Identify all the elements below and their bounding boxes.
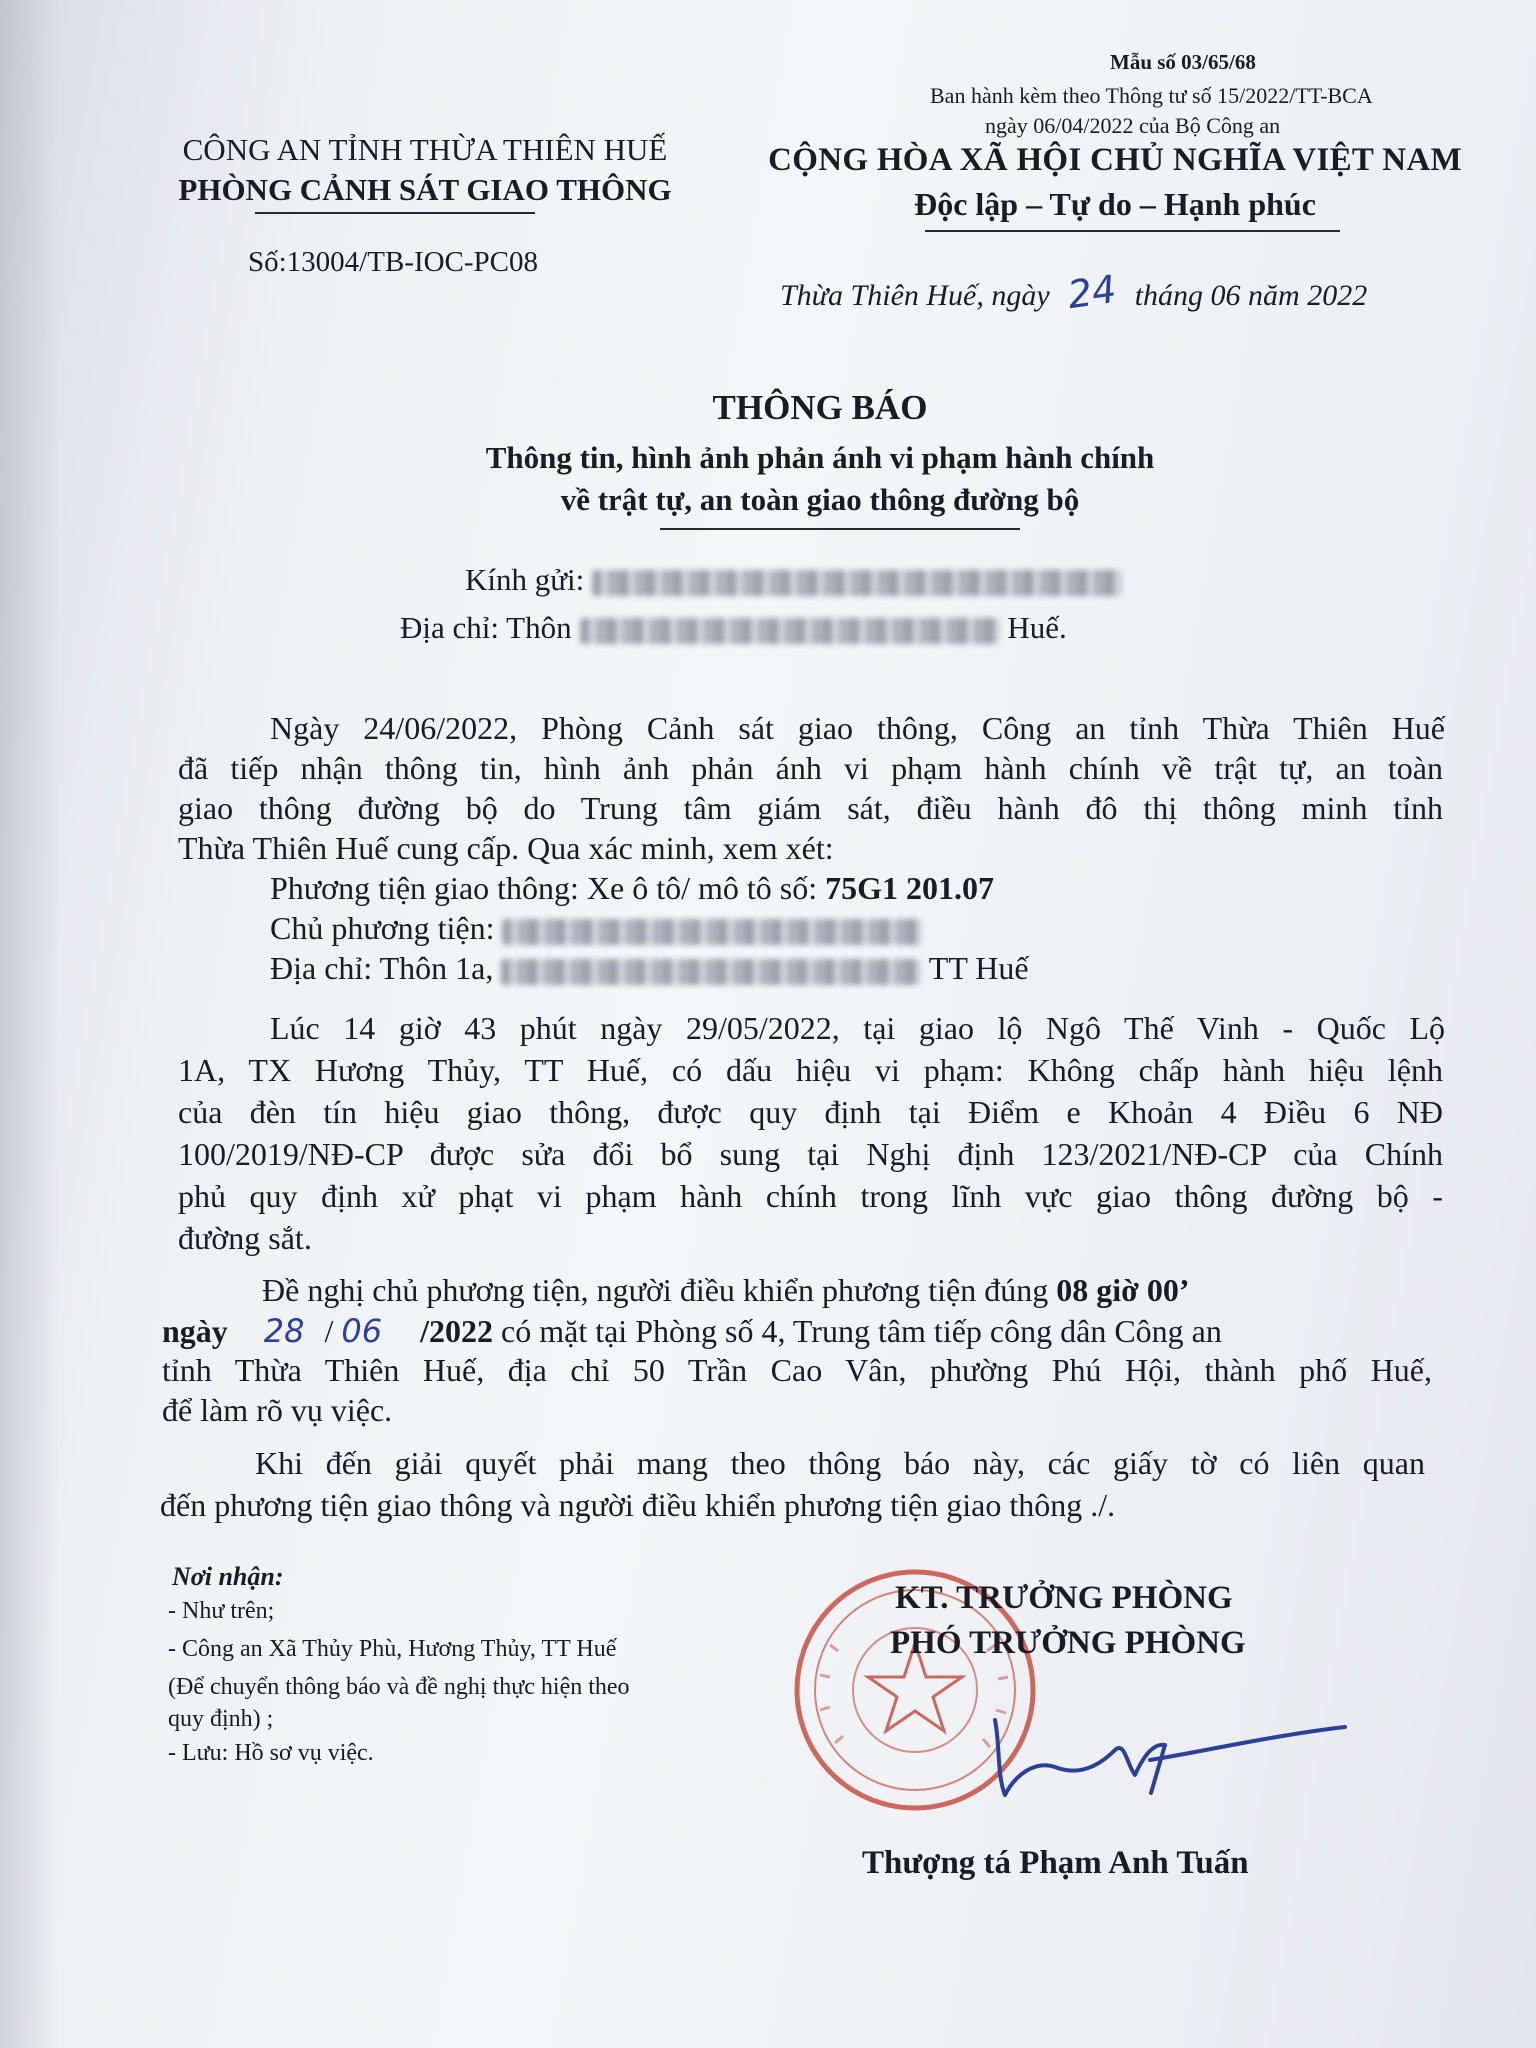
- nation-heading: CỘNG HÒA XÃ HỘI CHỦ NGHĨA VIỆT NAM: [768, 142, 1462, 178]
- p3-time: 08 giờ 00’: [1056, 1272, 1190, 1308]
- p3-line1: [262, 1272, 1190, 1309]
- notice-subtitle-2: về trật tự, an toàn giao thông đường bộ: [560, 482, 1080, 517]
- recipient-address-line: [400, 610, 1067, 646]
- recipients-heading: Nơi nhận:: [172, 1562, 284, 1591]
- p3-line2-rest: có mặt tại Phòng số 4, Trung tâm tiếp công dân Công an: [501, 1313, 1222, 1349]
- owner-line: [270, 910, 922, 947]
- owner-address-label: Địa chỉ: Thôn 1a,: [270, 950, 494, 986]
- date-day-handwritten: 24: [1065, 266, 1120, 318]
- owner-label: Chủ phương tiện:: [270, 910, 495, 946]
- p4-line2: đến phương tiện giao thông và người điều khiển phương tiện giao thông ./.: [160, 1487, 1116, 1523]
- subtitle-underline: [660, 528, 1020, 530]
- motto: Độc lập – Tự do – Hạnh phúc: [914, 186, 1316, 222]
- page-shadow: [0, 0, 60, 2048]
- recipient-item: (Để chuyển thông báo và đề nghị thực hiện theo: [168, 1674, 630, 1700]
- vehicle-line: [270, 870, 994, 907]
- p1-line: Thừa Thiên Huế cung cấp. Qua xác minh, xem xét:: [178, 830, 834, 866]
- address-end: Huế.: [1007, 610, 1067, 645]
- notice-subtitle-1: Thông tin, hình ảnh phản ánh vi phạm hành chính: [485, 440, 1155, 475]
- recipient-line: [465, 562, 1122, 598]
- redacted-owner-address: [501, 959, 921, 985]
- vehicle-label: Phương tiện giao thông: Xe ô tô/ mô tô số:: [270, 870, 818, 906]
- p3-line3: tỉnh Thừa Thiên Huế, địa chỉ 50 Trần Cao Vân, phường Phú Hội, thành phố Huế,: [162, 1352, 1432, 1388]
- agency-name: CÔNG AN TỈNH THỪA THIÊN HUẾ: [182, 132, 668, 167]
- p2-line: 1A, TX Hương Thủy, TT Huế, có dấu hiệu vi phạm: Không chấp hành hiệu lệnh: [178, 1052, 1443, 1088]
- p1-line: Ngày 24/06/2022, Phòng Cảnh sát giao thông, Công an tỉnh Thừa Thiên Huế: [270, 710, 1445, 746]
- p1-line: giao thông đường bộ do Trung tâm giám sát, điều hành đô thị thông minh tỉnh: [178, 790, 1443, 826]
- p2-line: phủ quy định xử phạt vi phạm hành chính trong lĩnh vực giao thông đường bộ -: [178, 1178, 1443, 1214]
- signature-title-2: PHÓ TRƯỞNG PHÒNG: [890, 1625, 1246, 1661]
- motto-underline: [925, 230, 1340, 232]
- recipient-item: - Như trên;: [168, 1598, 275, 1624]
- p3-day-handwritten: 28: [263, 1312, 305, 1350]
- recipient-item: - Công an Xã Thủy Phù, Hương Thủy, TT Huế: [168, 1636, 617, 1662]
- owner-address-line: [270, 950, 1029, 987]
- date-prefix: Thừa Thiên Huế, ngày: [780, 279, 1050, 312]
- form-issued-line2: ngày 06/04/2022 của Bộ Công an: [985, 113, 1281, 138]
- date-line: [780, 266, 1368, 318]
- p3-day-label: ngày: [162, 1313, 228, 1349]
- redacted-address: [580, 618, 1000, 644]
- recipient-item: quy định) ;: [168, 1706, 274, 1732]
- notice-title: THÔNG BÁO: [712, 388, 928, 427]
- signer-name: Thượng tá Phạm Anh Tuấn: [862, 1845, 1249, 1881]
- p3-line4: để làm rõ vụ việc.: [162, 1392, 393, 1428]
- p3-text: Đề nghị chủ phương tiện, người điều khiển phương tiện đúng: [262, 1272, 1049, 1308]
- document-number: Số:13004/TB-IOC-PC08: [248, 246, 539, 278]
- p2-line: 100/2019/NĐ-CP được sửa đổi bổ sung tại Nghị định 123/2021/NĐ-CP của Chính: [178, 1136, 1443, 1172]
- p3-month-handwritten: 06: [341, 1312, 383, 1350]
- owner-address-end: TT Huế: [928, 950, 1029, 986]
- p2-line: Lúc 14 giờ 43 phút ngày 29/05/2022, tại giao lộ Ngô Thế Vinh - Quốc Lộ: [270, 1010, 1445, 1046]
- redacted-owner: [502, 919, 922, 945]
- vehicle-plate: 75G1 201.07: [825, 870, 995, 906]
- handwritten-signature-icon: [975, 1705, 1355, 1825]
- date-suffix: tháng 06 năm 2022: [1134, 279, 1368, 312]
- salutation: Kính gửi:: [465, 562, 585, 597]
- recipient-item: - Lưu: Hồ sơ vụ việc.: [168, 1740, 374, 1766]
- p4-line1: Khi đến giải quyết phải mang theo thông báo này, các giấy tờ có liên quan: [255, 1445, 1425, 1481]
- form-issued-line1: Ban hành kèm theo Thông tư số 15/2022/TT-BCA: [930, 83, 1373, 108]
- unit-underline: [255, 212, 535, 214]
- p1-line: đã tiếp nhận thông tin, hình ảnh phản ánh vi phạm hành chính về trật tự, an toàn: [178, 750, 1443, 786]
- redacted-name: [592, 570, 1122, 596]
- p3-line2: ngày 28 / 06 /2022 có mặt tại Phòng số 4, Trung tâm tiếp công dân Công an: [162, 1312, 1222, 1350]
- signature-title-1: KT. TRƯỞNG PHÒNG: [895, 1580, 1233, 1616]
- p3-year: /2022: [420, 1313, 494, 1349]
- unit-name: PHÒNG CẢNH SÁT GIAO THÔNG: [178, 172, 672, 207]
- form-number: Mẫu số 03/65/68: [1110, 50, 1256, 74]
- p2-line: của đèn tín hiệu giao thông, được quy định tại Điểm e Khoản 4 Điều 6 NĐ: [178, 1094, 1443, 1130]
- p2-line: đường sắt.: [178, 1220, 312, 1256]
- address-label: Địa chỉ: Thôn: [400, 610, 572, 645]
